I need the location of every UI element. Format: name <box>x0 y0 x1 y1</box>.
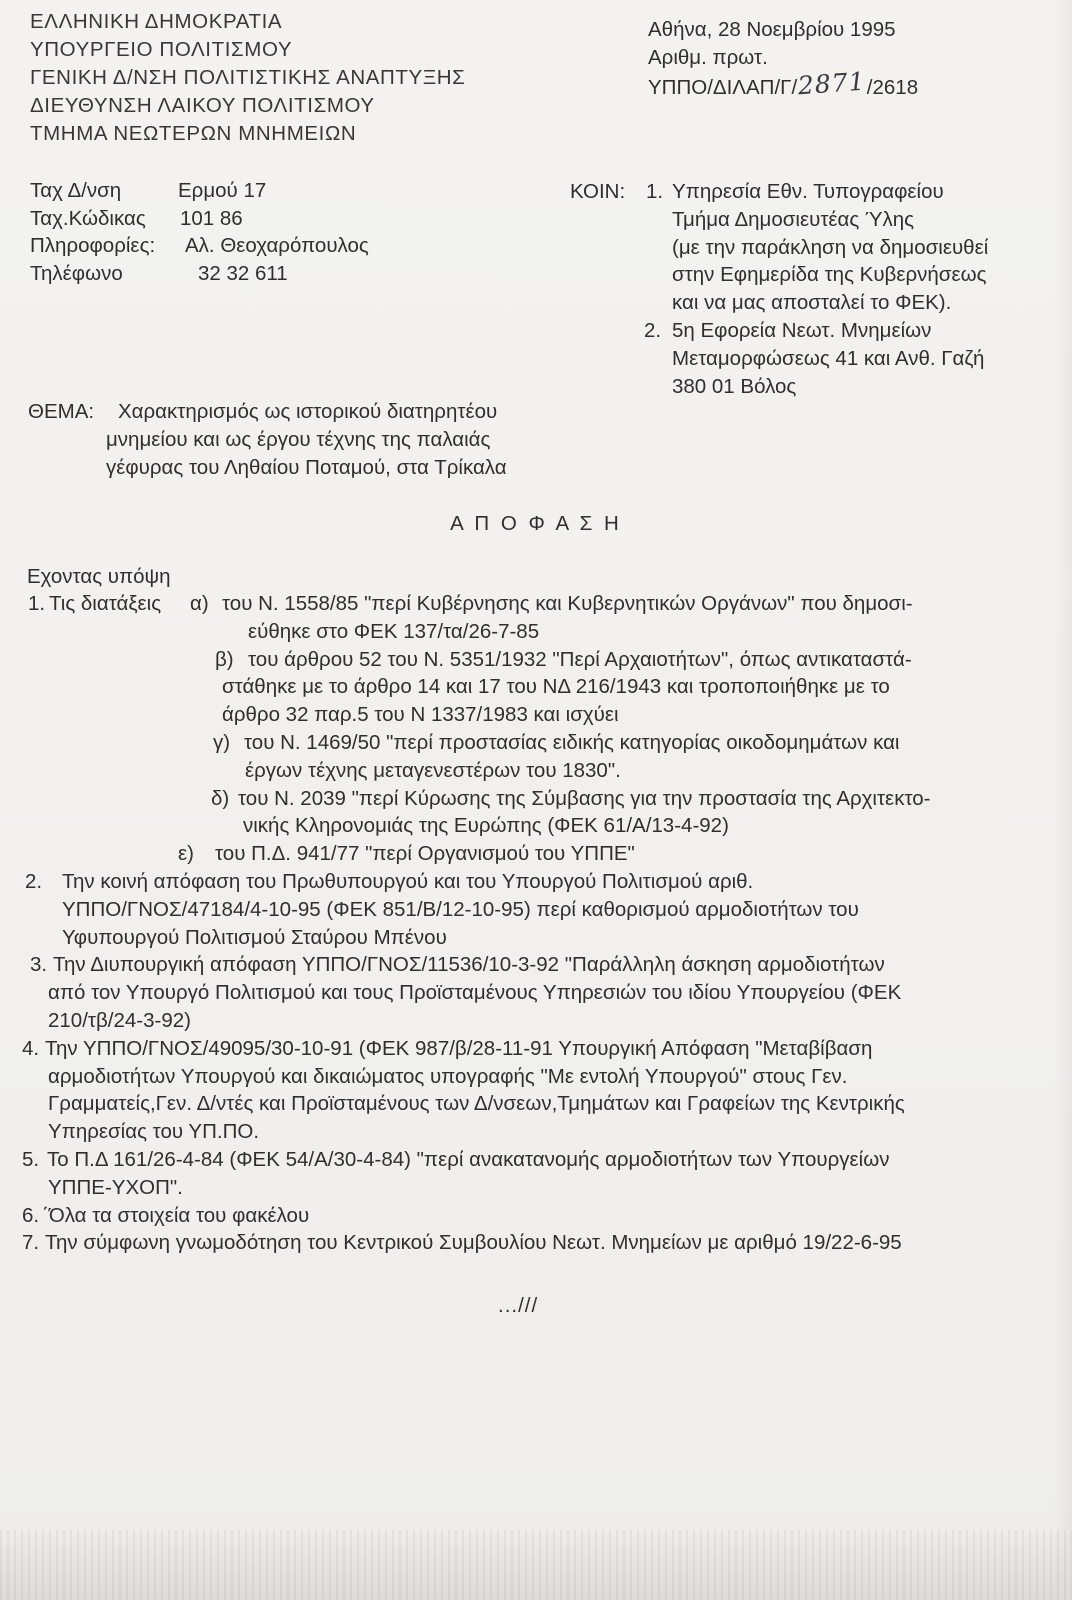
copy-label: ΚΟΙΝ: <box>570 180 626 203</box>
list-item-line <box>0 1035 1072 1063</box>
contact-row <box>30 232 450 260</box>
subject-line <box>28 398 628 426</box>
subitem-mark: β) <box>215 647 234 671</box>
continuation-marker: .../// <box>498 1294 539 1317</box>
contact-details <box>30 177 450 289</box>
list-item-line <box>0 1202 1072 1230</box>
subject-line <box>28 426 628 454</box>
recipients-line <box>570 345 1060 373</box>
protocol-suffix: /2618 <box>866 76 919 99</box>
item-text: του Π.Δ. 941/77 "περί Οργανισμού του ΥΠΠΕ" <box>215 842 635 866</box>
letterhead-line: ΔΙΕΥΘΥΝΣΗ ΛΑΙΚΟΥ ΠΟΛΙΤΙΣΜΟΥ <box>30 94 375 117</box>
recipients-line <box>570 261 1060 289</box>
list-item-line <box>0 979 1072 1007</box>
dateline <box>648 16 918 100</box>
item-text: αρμοδιοτήτων Υπουργού και δικαιώματος υπογραφής "Με εντολή Υπουργού" στους Γεν. <box>48 1064 848 1088</box>
protocol-label: Αριθμ. πρωτ. <box>648 46 768 69</box>
list-item-line <box>0 924 1072 952</box>
item-text: Γραμματείς,Γεν. Δ/ντές και Προϊσταμένους των Δ/νσεων,Τμημάτων και Γραφείων της Κεντρικής <box>48 1092 905 1116</box>
list-item-line <box>0 1174 1072 1202</box>
item-text: από τον Υπουργό Πολιτισμού και τους Προϊσταμένους Υπηρεσιών του ιδίου Υπουργείου (ΦΕΚ <box>48 981 902 1005</box>
recipient-line: 5η Εφορεία Νεωτ. Μνημείων <box>672 318 932 342</box>
list-item-line <box>0 729 1072 757</box>
list-item-line <box>0 951 1072 979</box>
item-text: εύθηκε στο ΦΕΚ 137/τα/26-7-85 <box>248 619 540 643</box>
item-text: ΥΠΠΕ-ΥΧΟΠ". <box>48 1175 183 1199</box>
recipient-number: 1. <box>646 180 664 203</box>
list-item-line <box>0 812 1072 840</box>
recipients-line <box>570 373 1060 401</box>
item-text: του Ν. 1558/85 "περί Κυβέρνησης και Κυβερνητικών Οργάνων" που δημοσι- <box>222 592 913 615</box>
list-item-line <box>0 896 1072 924</box>
recipient-line: 380 01 Βόλος <box>672 374 797 398</box>
contact-value: 101 86 <box>180 206 243 230</box>
copy-recipients <box>570 178 1060 403</box>
letterhead <box>30 8 465 148</box>
recipient-line: και να μας αποσταλεί το ΦΕΚ). <box>672 291 952 315</box>
letterhead-line: ΓΕΝΙΚΗ Δ/ΝΣΗ ΠΟΛΙΤΙΣΤΙΚΗΣ ΑΝΑΠΤΥΞΗΣ <box>30 66 466 89</box>
contact-label: Ταχ.Κώδικας <box>30 206 146 230</box>
subject-text: Χαρακτηρισμός ως ιστορικού διατηρητέου <box>118 400 498 423</box>
item-text: Την ΥΠΠΟ/ΓΝΟΣ/49095/30-10-91 (ΦΕΚ 987/β/28-11-91 Υπουργική Απόφαση "Μεταβίβαση <box>45 1036 873 1060</box>
item-number: 7. <box>22 1231 40 1255</box>
item-number: 6. <box>22 1203 40 1227</box>
subitem-mark: ε) <box>178 842 194 866</box>
list-item-line <box>0 1146 1072 1174</box>
item-text: του Ν. 2039 "περί Κύρωσης της Σύμβασης για την προστασία της Αρχιτεκτο- <box>238 786 931 810</box>
list-item-line <box>0 1118 1072 1146</box>
contact-label: Πληροφορίες: <box>30 234 156 257</box>
list-item-line <box>0 618 1072 646</box>
scan-edge-shadow <box>1054 0 1072 1600</box>
subitem-mark: δ) <box>211 786 230 810</box>
list-item-line <box>0 785 1072 813</box>
protocol-number <box>648 66 919 101</box>
list-item-line <box>0 1007 1072 1035</box>
place-date: Αθήνα, 28 Νοεμβρίου 1995 <box>648 18 896 41</box>
item-text: νικής Κληρονομιάς της Ευρώπης (ΦΕΚ 61/Α/13-4-92) <box>243 814 729 838</box>
item-text: ΥΠΠΟ/ΓΝΟΣ/47184/4-10-95 (ΦΕΚ 851/Β/12-10-95) περί καθορισμού αρμοδιοτήτων του <box>62 897 859 921</box>
list-item-line <box>0 757 1072 785</box>
contact-row <box>30 177 450 205</box>
protocol-handwritten-number: 2871 <box>797 66 867 101</box>
recipients-line <box>570 289 1060 317</box>
item-number: 5. <box>22 1147 40 1171</box>
item-text: Την σύμφωνη γνωμοδότηση του Κεντρικού Συμβουλίου Νεωτ. Μνημείων με αριθμό 19/22-6-95 <box>45 1231 902 1255</box>
recipient-line: Τμήμα Δημοσιευτέας Ύλης <box>672 207 915 231</box>
scan-noise-band <box>0 1530 1072 1600</box>
recipient-line: Υπηρεσία Εθν. Τυπογραφείου <box>672 180 944 203</box>
subject-line <box>28 454 628 482</box>
recipient-line: Μεταμορφώσεως 41 και Ανθ. Γαζή <box>672 346 985 370</box>
letterhead-line: ΤΜΗΜΑ ΝΕΩΤΕΡΩΝ ΜΝΗΜΕΙΩΝ <box>30 122 357 145</box>
contact-row <box>30 260 450 288</box>
item-text: στάθηκε με το άρθρο 14 και 17 του ΝΔ 216/1943 και τροποποιήθηκε με το <box>222 675 890 699</box>
list-item-line <box>0 673 1072 701</box>
subject <box>28 398 628 482</box>
contact-row <box>30 205 450 233</box>
contact-label: Τηλέφωνο <box>30 261 123 285</box>
recipients-line <box>570 206 1060 234</box>
recipients-line <box>570 234 1060 262</box>
list-item-line <box>0 868 1072 896</box>
item-text: Το Π.Δ 161/26-4-84 (ΦΕΚ 54/Α/30-4-84) "περί ανακατανομής αρμοδιοτήτων των Υπουργείων <box>47 1147 890 1171</box>
item-number: 3. <box>30 953 48 977</box>
protocol-prefix: ΥΠΠΟ/ΔΙΛΑΠ/Γ/ <box>648 76 798 99</box>
subject-text: γέφυρας του Ληθαίου Ποταμού, στα Τρίκαλα <box>106 455 507 479</box>
list-item-line <box>0 646 1072 674</box>
item-text: του άρθρου 52 του Ν. 5351/1932 "Περί Αρχαιοτήτων", όπως αντικαταστά- <box>248 647 912 671</box>
considerations-intro: Εχοντας υπόψη <box>27 565 171 588</box>
item-number: 1. <box>28 592 46 615</box>
list-item-line <box>0 1063 1072 1091</box>
item-number: 2. <box>25 869 43 893</box>
letterhead-line: ΕΛΛΗΝΙΚΗ ΔΗΜΟΚΡΑΤΙΑ <box>30 10 283 33</box>
item-text: Την Διυπουργική απόφαση ΥΠΠΟ/ΓΝΟΣ/11536/10-3-92 "Παράλληλη άσκηση αρμοδιοτήτων <box>53 953 885 977</box>
contact-value: Ερμού 17 <box>178 179 267 202</box>
contact-value: 32 32 611 <box>198 261 288 285</box>
list-item-line <box>0 840 1072 868</box>
item-lead: Τις διατάξεις <box>49 592 162 615</box>
subitem-mark: α) <box>190 592 209 615</box>
considerations-list <box>0 590 1072 1260</box>
item-text: ΄Όλα τα στοιχεία του φακέλου <box>42 1203 310 1227</box>
recipient-number: 2. <box>644 318 662 342</box>
decision-title: Α Π Ο Φ Α Σ Η <box>450 512 622 535</box>
item-text: του Ν. 1469/50 "περί προστασίας ειδικής κατηγορίας οικοδομημάτων και <box>244 730 900 754</box>
letterhead-line: ΥΠΟΥΡΓΕΙΟ ΠΟΛΙΤΙΣΜΟΥ <box>30 38 293 61</box>
list-item-line <box>0 1229 1072 1257</box>
subject-label: ΘΕΜΑ: <box>28 400 95 423</box>
subject-text: μνημείου και ως έργου τέχνης της παλαιάς <box>106 427 491 451</box>
item-text: Υφυπουργού Πολιτισμού Σταύρου Μπένου <box>62 925 447 949</box>
subitem-mark: γ) <box>213 730 231 754</box>
recipients-line <box>570 178 1060 206</box>
recipient-line: (με την παράκληση να δημοσιευθεί <box>672 235 989 259</box>
contact-label: Ταχ Δ/νση <box>30 179 122 202</box>
list-item-line <box>0 1090 1072 1118</box>
recipients-line <box>570 317 1060 345</box>
item-text: Υπηρεσίας του ΥΠ.ΠΟ. <box>48 1120 260 1144</box>
item-number: 4. <box>22 1036 40 1060</box>
item-text: 210/τβ/24-3-92) <box>48 1008 191 1032</box>
item-text: Την κοινή απόφαση του Πρωθυπουργού και του Υπουργού Πολιτισμού αριθ. <box>62 869 754 893</box>
item-text: άρθρο 32 παρ.5 του Ν 1337/1983 και ισχύει <box>222 703 619 727</box>
list-item-line <box>0 590 1072 618</box>
list-item-line <box>0 701 1072 729</box>
recipient-line: στην Εφημερίδα της Κυβερνήσεως <box>672 263 987 287</box>
item-text: έργων τέχνης μεταγενεστέρων του 1830". <box>245 758 621 782</box>
contact-value: Αλ. Θεοχαρόπουλος <box>185 234 369 257</box>
